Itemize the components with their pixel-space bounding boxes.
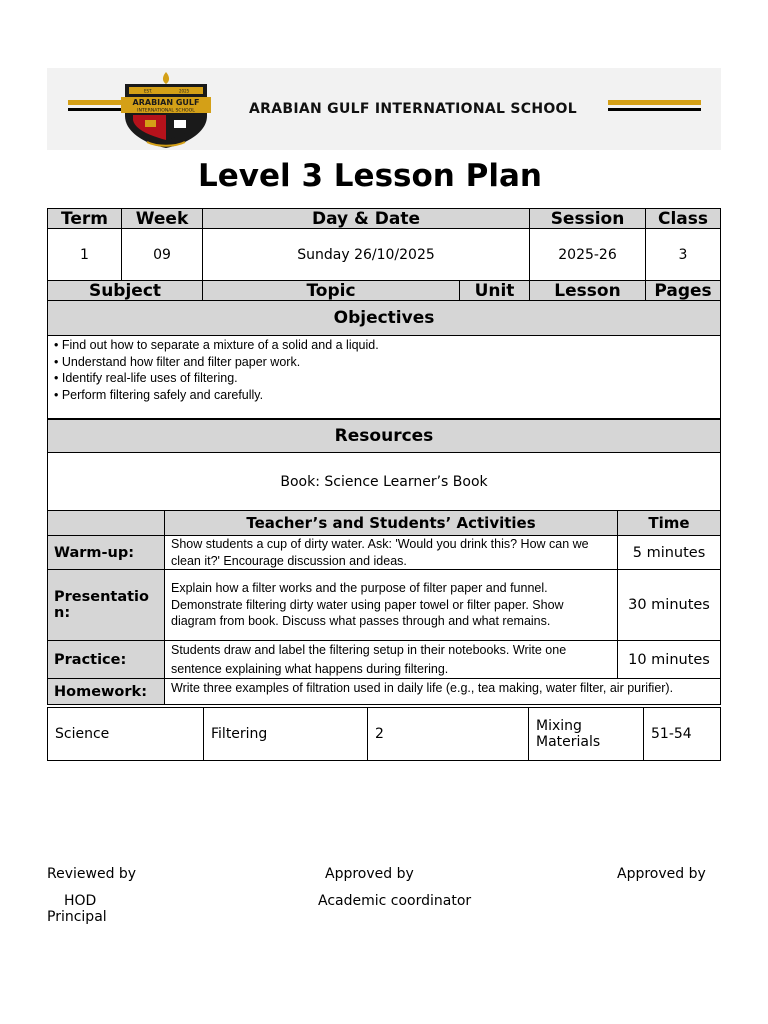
header-unit: Unit — [459, 280, 530, 301]
objective-item: • Find out how to separate a mixture of a solid and a liquid. — [54, 338, 379, 352]
practice-line: Students draw and label the filtering setup in their notebooks. Write one — [171, 642, 567, 657]
presentation-text — [164, 569, 618, 641]
warmup-label: Warm-up: — [47, 535, 165, 570]
value-class: 3 — [645, 228, 721, 281]
logo-cap-icon — [145, 120, 156, 127]
footer-unit: 2 — [367, 707, 529, 761]
homework-line: Write three examples of filtration used in daily life (e.g., tea making, water filter, air purifier). — [171, 681, 674, 695]
header-class: Class — [645, 208, 721, 229]
warmup-line: clean it?' Encourage discussion and ideas. — [171, 553, 407, 568]
value-term: 1 — [47, 228, 122, 281]
objective-item: • Understand how filter and filter paper work. — [54, 354, 301, 369]
presentation-label — [47, 569, 165, 641]
warmup-line: Show students a cup of dirty water. Ask: 'Would you drink this? How can we — [171, 537, 589, 551]
presentation-label-line: Presentatio — [54, 589, 149, 605]
practice-text — [164, 640, 618, 679]
footer-topic: Filtering — [203, 707, 368, 761]
warmup-text — [164, 535, 618, 570]
school-name: ARABIAN GULF INTERNATIONAL SCHOOL — [249, 101, 577, 117]
homework-label: Homework: — [47, 678, 165, 705]
approved-by-label-2: Approved by — [617, 866, 706, 882]
principal-label: Principal — [47, 909, 107, 925]
page-title: Level 3 Lesson Plan — [198, 158, 542, 194]
practice-label: Practice: — [47, 640, 165, 679]
academic-coordinator-label: Academic coordinator — [318, 893, 472, 909]
school-logo — [117, 70, 215, 150]
warmup-time: 5 minutes — [617, 535, 721, 570]
value-session: 2025-26 — [529, 228, 646, 281]
hod-label: HOD — [64, 893, 97, 909]
header-week: Week — [121, 208, 203, 229]
logo-year: 2025 — [179, 88, 190, 94]
presentation-label-line: n: — [54, 605, 71, 621]
value-week: 09 — [121, 228, 203, 281]
resources-heading: Resources — [47, 419, 721, 453]
footer-lesson — [528, 707, 644, 761]
presentation-line: Demonstrate filtering dirty water using paper towel or filter paper. Show — [171, 597, 564, 612]
objectives-list — [47, 335, 721, 419]
header-lesson: Lesson — [529, 280, 646, 301]
footer-lesson-line: Mixing — [536, 718, 582, 734]
value-day-date: Sunday 26/10/2025 — [202, 228, 530, 281]
activities-corner-cell — [47, 510, 165, 536]
logo-est: EST. — [144, 88, 153, 94]
header-term: Term — [47, 208, 122, 229]
objectives-heading: Objectives — [47, 300, 721, 336]
practice-time: 10 minutes — [617, 640, 721, 679]
objective-item: • Perform filtering safely and carefully. — [54, 387, 264, 402]
homework-text — [164, 678, 721, 705]
time-heading: Time — [617, 510, 721, 536]
presentation-time: 30 minutes — [617, 569, 721, 641]
logo-text-line1: ARABIAN GULF — [132, 98, 200, 107]
footer-lesson-line: Materials — [536, 734, 601, 750]
practice-line: sentence explaining what happens during filtering. — [171, 661, 449, 676]
approved-by-label-1: Approved by — [325, 866, 414, 882]
presentation-line: diagram from book. Discuss what passes through and what remains. — [171, 614, 551, 629]
header-gold-line-right — [608, 100, 701, 105]
logo-flame — [163, 72, 169, 84]
activities-heading: Teacher’s and Students’ Activities — [164, 510, 618, 536]
resources-text: Book: Science Learner’s Book — [47, 452, 721, 511]
header-topic: Topic — [202, 280, 460, 301]
presentation-line: Explain how a filter works and the purpose of filter paper and funnel. — [171, 581, 548, 596]
header-black-line-right — [608, 108, 701, 111]
header-pages: Pages — [645, 280, 721, 301]
reviewed-by-label: Reviewed by — [47, 866, 137, 882]
logo-book-icon — [174, 120, 186, 128]
header-day-date: Day & Date — [202, 208, 530, 229]
logo-text-line2: INTERNATIONAL SCHOOL — [137, 108, 195, 114]
footer-pages: 51-54 — [643, 707, 721, 761]
header-subject: Subject — [47, 280, 203, 301]
footer-subject: Science — [47, 707, 204, 761]
header-session: Session — [529, 208, 646, 229]
objective-item: • Identify real-life uses of filtering. — [54, 371, 238, 385]
